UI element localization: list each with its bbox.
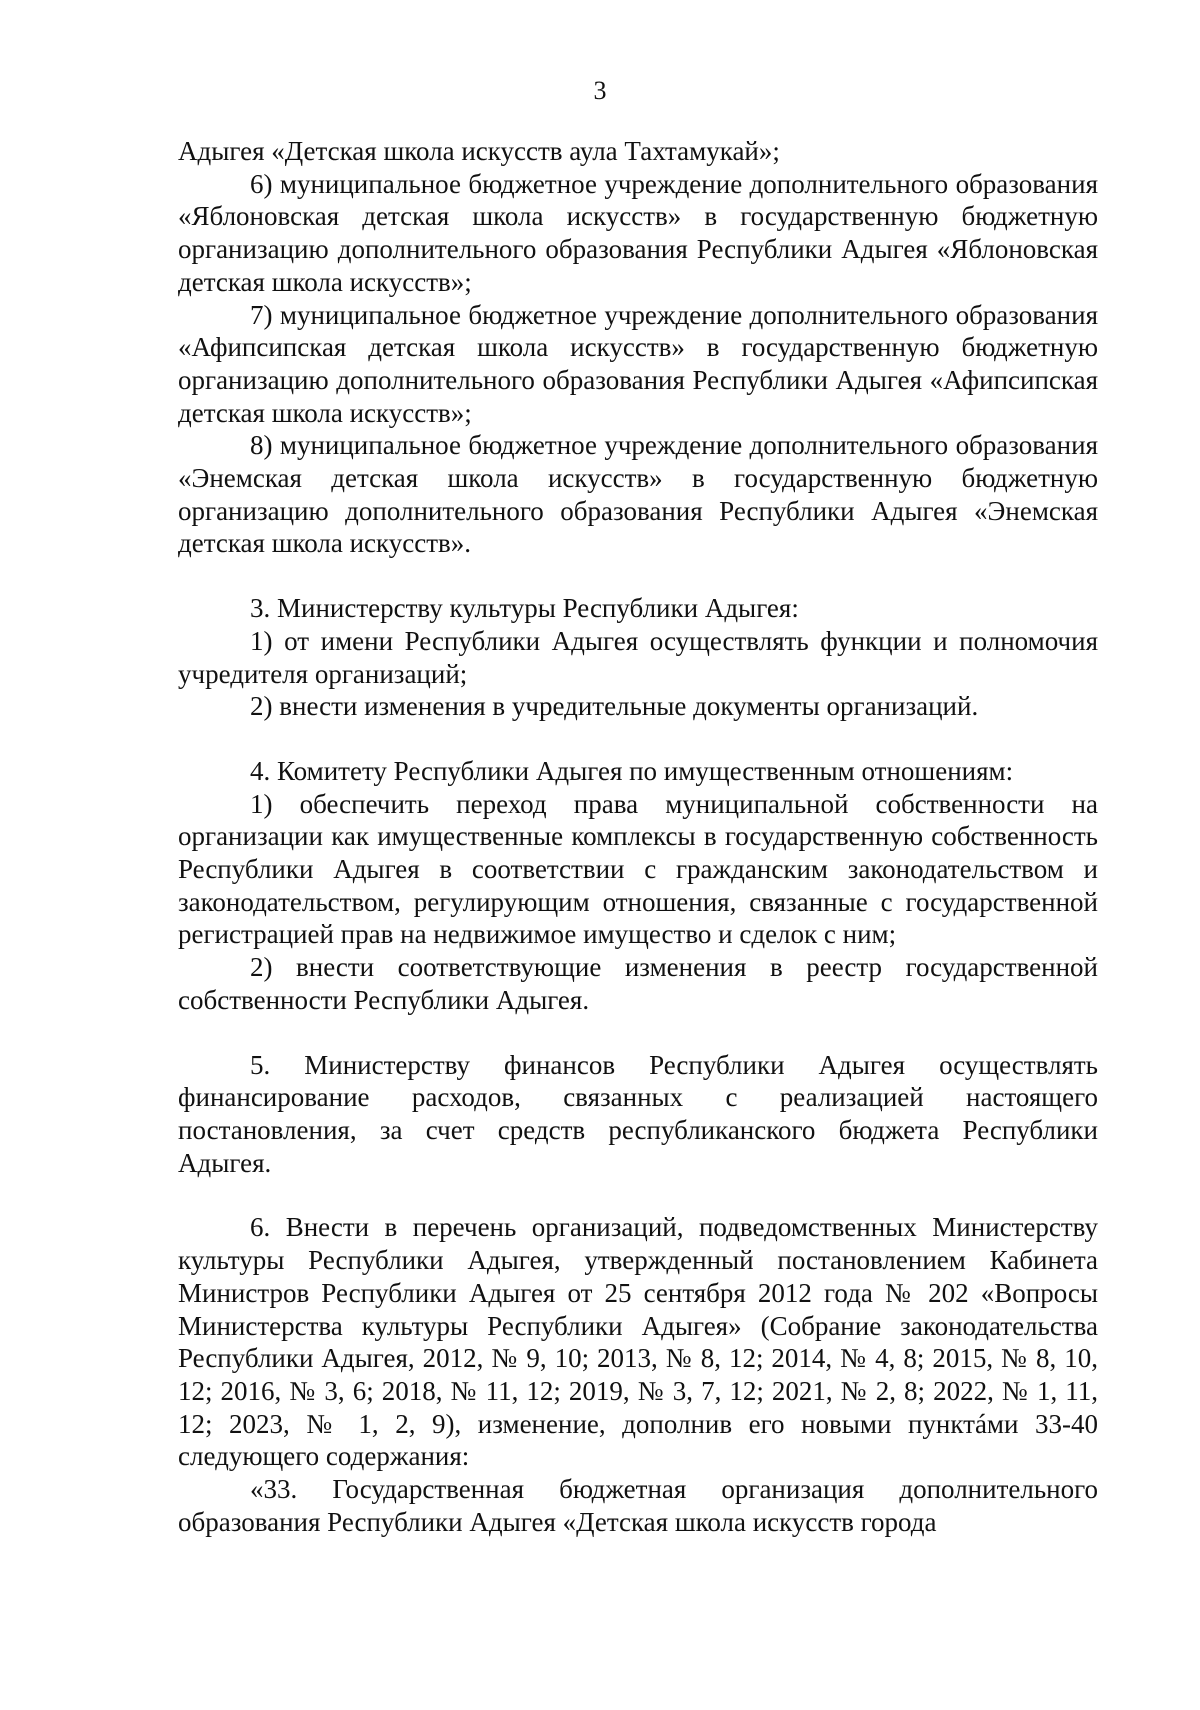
paragraph: 1) от имени Республики Адыгея осуществлять функции и полномочия учредителя организаций; [178, 625, 1098, 689]
paragraph: 6) муниципальное бюджетное учреждение дополнительного образования «Яблоновская детская школа искусств» в государственную бюджетную организацию дополнительного образования Республики Адыгея «Яблоновская детская школа искусств»; [178, 168, 1098, 297]
paragraph: 4. Комитету Республики Адыгея по имущественным отношениям: [250, 755, 1014, 786]
paragraph: 5. Министерству финансов Республики Адыгея осуществлять финансирование расходов, связанных с реализацией настоящего постановления, за счет средств республиканского бюджета Республики Адыгея. [178, 1049, 1098, 1178]
paragraph: 1) обеспечить переход права муниципальной собственности на организации как имущественные комплексы в государственную собственность Республики Адыгея в соответствии с гражданским законодательством и законодательством, регулирующим отношения, связанные с государственной регистрацией прав на недвижимое имущество и сделок с ним; [178, 788, 1098, 950]
paragraph: 8) муниципальное бюджетное учреждение дополнительного образования «Энемская детская школа искусств» в государственную бюджетную организацию дополнительного образования Республики Адыгея «Энемская детская школа искусств». [178, 430, 1098, 559]
paragraph: «33. Государственная бюджетная организация дополнительного образования Республики Адыгея «Детская школа искусств города [178, 1474, 1098, 1537]
paragraph: 7) муниципальное бюджетное учреждение дополнительного образования «Афипсипская детская школа искусств» в государственную бюджетную организацию дополнительного образования Республики Адыгея «Афипсипская детская школа искусств»; [178, 299, 1098, 428]
paragraph: 2) внести изменения в учредительные документы организаций. [250, 691, 979, 722]
document-body [178, 135, 1098, 1538]
paragraph: 3. Министерству культуры Республики Адыгея: [250, 593, 799, 624]
paragraph: 2) внести соответствующие изменения в реестр государственной собственности Республики Адыгея. [178, 952, 1098, 1015]
paragraph: Адыгея «Детская школа искусств аула Тахтамукай»; [178, 136, 780, 166]
page-number: 3 [593, 76, 607, 105]
paragraph: 6. Внести в перечень организаций, подведомственных Министерству культуры Республики Адыгея, утвержденный постановлением Кабинета Министров Республики Адыгея от 25 сентября 2012 года № 202 «Вопросы Министерства культуры Республики Адыгея» (Собрание законодательства Республики Адыгея, 2012, № 9, 10; 2013, № 8, 12; 2014, № 4, 8; 2015, № 8, 10, 12; 2016, № 3, 6; 2018, № 11, 12; 2019, № 3, 7, 12; 2021, № 2, 8; 2022, № 1, 11, 12; 2023, № 1, 2, 9), изменение, дополнив его новыми пунктáми 33-40 следующего содержания: [178, 1212, 1098, 1472]
